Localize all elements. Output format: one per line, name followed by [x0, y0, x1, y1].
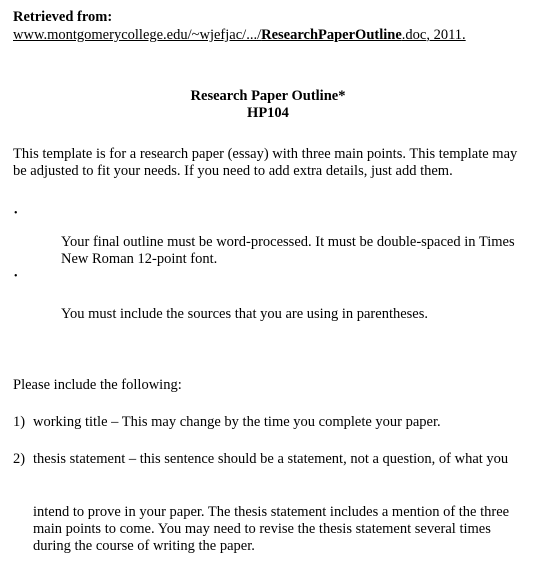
source-url-prefix: www.montgomerycollege.edu/~wjefjac/.../: [13, 27, 262, 43]
course-code: HP104: [247, 105, 289, 121]
instructions-text: Please include the following:: [13, 377, 182, 393]
item-thesis-continuation: intend to prove in your paper. The thesis statement includes a mention of the three main points to come. You may need to revise the thesis statement several times during the course of writing the paper.: [33, 504, 510, 554]
item-thesis-statement: thesis statement – this sentence should be a statement, not a question, of what you: [33, 451, 509, 467]
source-url-extension: .doc: [401, 27, 427, 43]
item-number: 2): [13, 451, 26, 467]
document-title: Research Paper Outline*: [190, 88, 346, 104]
item-working-title: working title – This may change by the time you complete your paper.: [33, 414, 441, 430]
source-url-filename: ResearchPaperOutline: [261, 27, 402, 43]
item-number: 1): [13, 414, 26, 430]
intro-paragraph: This template is for a research paper (essay) with three main points. This template may be adjusted to fit your needs. If you need to add extra details, just add them.: [13, 146, 518, 179]
bullet-symbol: •: [14, 208, 18, 219]
bullet-text-sources: You must include the sources that you are using in parentheses.: [61, 306, 429, 322]
retrieved-from-label: Retrieved from:: [13, 9, 113, 25]
bullet-text-formatting: Your final outline must be word-processed. It must be double-spaced in Times New Roman 12-point font.: [61, 234, 515, 267]
bullet-symbol: •: [14, 271, 18, 282]
source-year: , 2011.: [426, 27, 466, 43]
source-url-link[interactable]: [13, 27, 466, 44]
